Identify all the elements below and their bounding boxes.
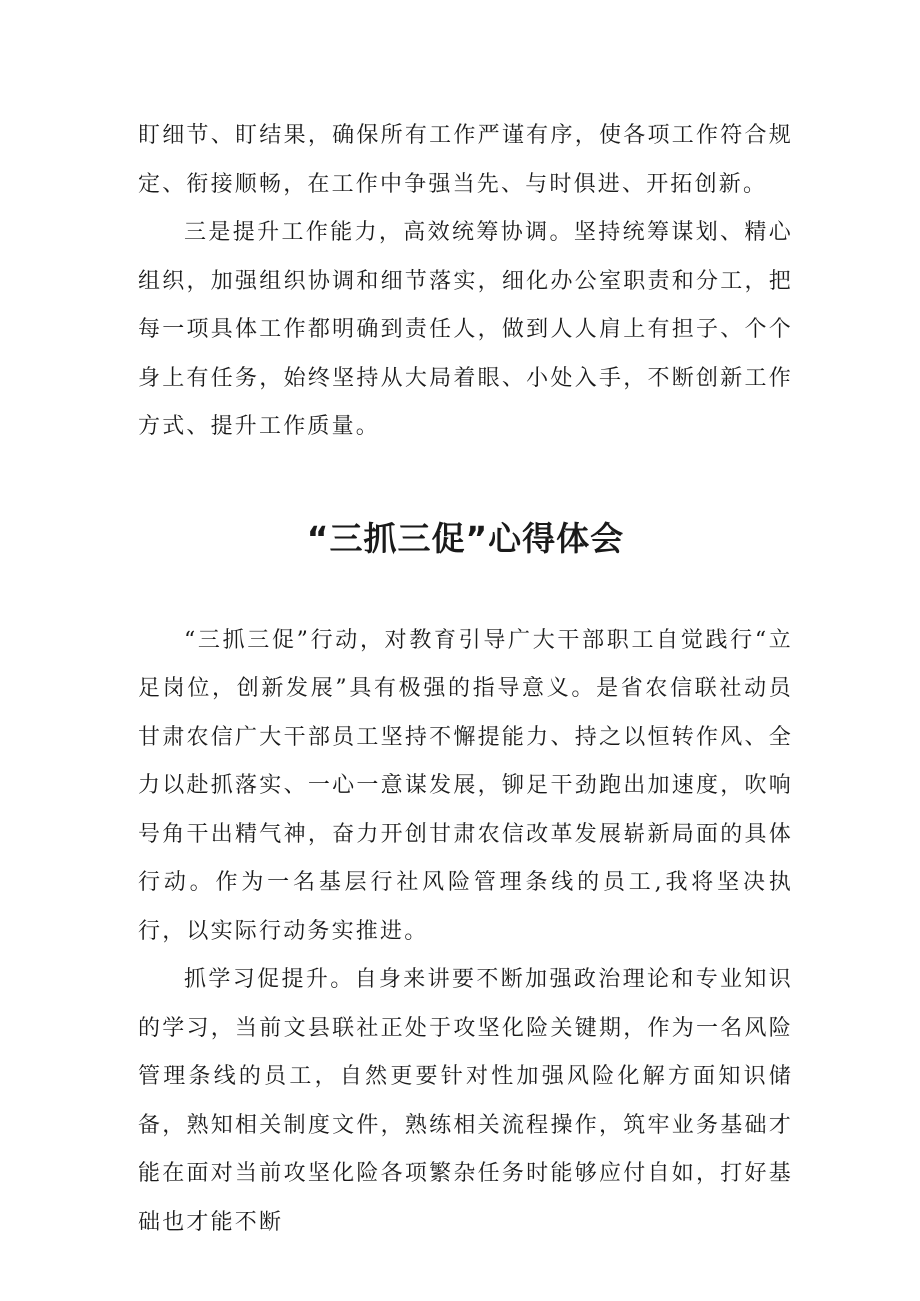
paragraph-continuation: 盯细节、盯结果，确保所有工作严谨有序，使各项工作符合规定、衔接顺畅，在工作中争强当先、与时俱进、开拓创新。 xyxy=(138,123,793,197)
document-body xyxy=(138,112,793,1247)
paragraph-introduction: “三抓三促”行动，对教育引导广大干部职工自觉践行“立足岗位，创新发展”具有极强的指导意义。是省农信联社动员甘肃农信广大干部员工坚持不懈提能力、持之以恒转作风、全力以赴抓落实、一心一意谋发展，铆足干劲跑出加速度，吹响号角干出精气神，奋力开创甘肃农信改革发展崭新局面的具体行动。作为一名基层行社风险管理条线的员工,我将坚决执行，以实际行动务实推进。 xyxy=(138,627,793,944)
paragraph-study-promotion: 抓学习促提升。自身来讲要不断加强政治理论和专业知识的学习，当前文县联社正处于攻坚化险关键期，作为一名风险管理条线的员工，自然更要针对性加强风险化解方面知识储备，熟知相关制度文件，熟练相关流程操作，筑牢业务基础才能在面对当前攻坚化险各项繁杂任务时能够应付自如，打好基础也才能不断 xyxy=(138,967,793,1235)
paragraph-work-ability: 三是提升工作能力，高效统筹协调。坚持统筹谋划、精心组织，加强组织协调和细节落实，细化办公室职责和分工，把每一项具体工作都明确到责任人，做到人人肩上有担子、个个身上有任务，始终坚持从大局着眼、小处入手，不断创新工作方式、提升工作质量。 xyxy=(138,220,793,439)
document-title: “三抓三促”心得体会 xyxy=(306,518,625,558)
